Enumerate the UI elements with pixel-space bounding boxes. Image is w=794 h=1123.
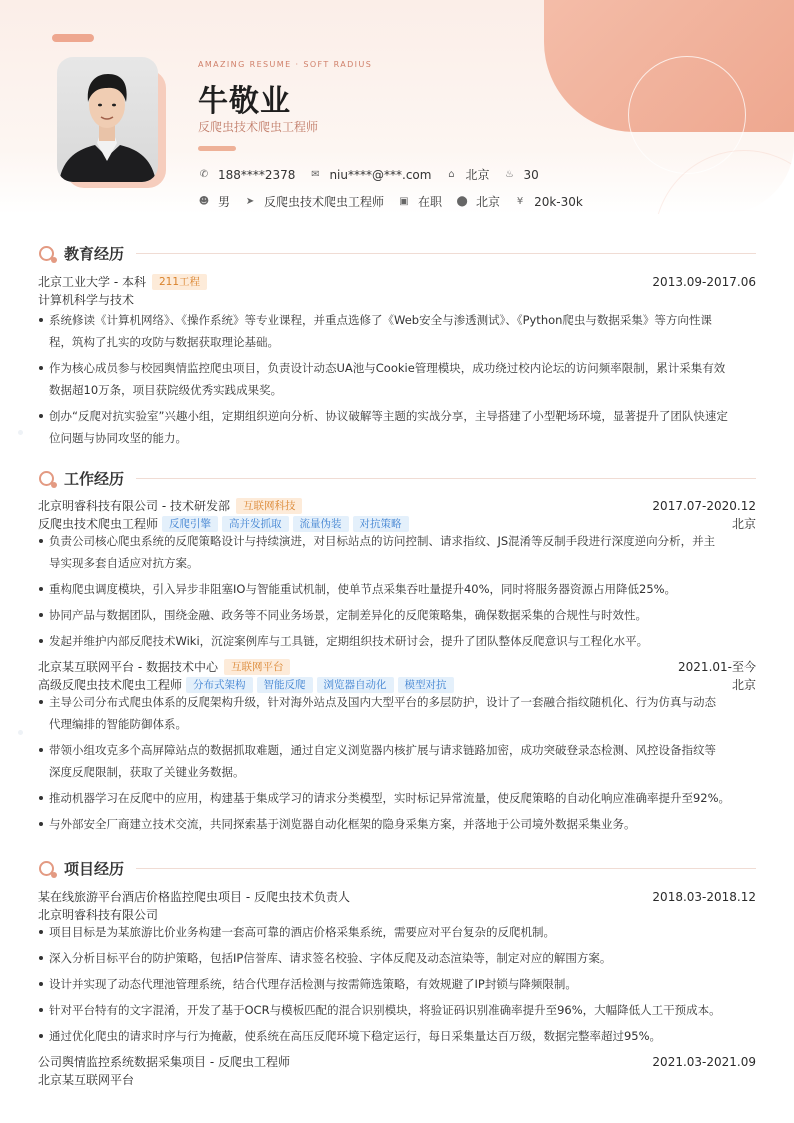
section-education xyxy=(38,243,756,264)
skill-tag: 分布式架构 xyxy=(186,677,253,693)
info-item xyxy=(514,195,583,209)
skill-tag: 反爬引擎 xyxy=(162,516,218,532)
project-header xyxy=(38,1053,756,1070)
bullet-item xyxy=(38,405,756,449)
salary-icon: ¥ xyxy=(516,196,524,207)
info-item xyxy=(244,193,384,210)
section-projects xyxy=(38,858,756,879)
bullet-item xyxy=(38,813,756,835)
bullet-line: 负责公司核心爬虫系统的反爬策略设计与持续演进，对目标站点的访问控制、请求指纹、JS混淆等反制手段进行深度逆向分析，并主 xyxy=(49,534,716,548)
decorative-dash xyxy=(52,34,94,42)
section-title: 教育经历 xyxy=(64,245,125,263)
accent-bar xyxy=(198,146,236,151)
bullet-item xyxy=(38,947,756,969)
info-text: niu****@***.com xyxy=(329,167,432,182)
bullet-line: 代理编排的智能防御体系。 xyxy=(49,717,187,731)
bullet-line: 项目目标是为某旅游比价业务构建一套高可靠的酒店价格采集系统，需要应对平台复杂的反爬机制。 xyxy=(49,925,555,939)
bullet-line: 导实现多套自适应对抗方案。 xyxy=(49,556,199,570)
section-divider xyxy=(136,478,756,479)
info-item xyxy=(503,168,538,182)
bullet-line: 作为核心成员参与校园舆情监控爬虫项目，负责设计动态UA池与Cookie管理模块，成功绕过校内论坛的访问频率限制，累计采集有效 xyxy=(49,361,726,375)
search-icon xyxy=(38,244,58,264)
project-date: 2021.03-2021.09 xyxy=(652,1054,756,1069)
info-text: 20k-30k xyxy=(534,194,583,209)
bullet-line: 主导公司分布式爬虫体系的反爬架构升级，针对海外站点及国内大型平台的多层防护，设计了一套融合指纹随机化、行为仿真与动态 xyxy=(49,695,716,709)
info-item xyxy=(309,168,431,182)
bullet-item xyxy=(38,357,756,401)
bullet-line: 带领小组攻克多个高屏障站点的数据抓取难题，通过自定义浏览器内核扩展与请求链路加密，成功突破登录态检测、风控设备指纹等 xyxy=(49,743,716,757)
work-city: 北京 xyxy=(731,517,756,531)
bullet-item xyxy=(38,999,756,1021)
info-text: 北京 xyxy=(476,195,501,209)
bullet-item xyxy=(38,921,756,943)
info-item xyxy=(398,193,442,210)
bullet-line: 与外部安全厂商建立技术交流，共同探索基于浏览器自动化框架的隐身采集方案，并落地于公司境外数据采集业务。 xyxy=(49,817,636,831)
education-header xyxy=(38,273,756,290)
bullet-line: 程，筑构了扎实的攻防与数据获取理论基础。 xyxy=(49,335,279,349)
bullet-line: 推动机器学习在反爬中的应用，构建基于集成学习的请求分类模型，实时标记异常流量，使反爬策略的自动化响应准确率提升至92%。 xyxy=(49,791,731,805)
phone-icon: ✆ xyxy=(199,169,209,180)
skill-tag: 浏览器自动化 xyxy=(317,677,394,693)
bullet-line: 设计并实现了动态代理池管理系统，结合代理存活检测与按需筛选策略，有效规避了IP封锁与降频限制。 xyxy=(49,977,577,991)
work-city: 北京 xyxy=(731,678,756,692)
education-major-row xyxy=(38,291,756,308)
bullet-item xyxy=(38,1025,756,1047)
project-date: 2018.03-2018.12 xyxy=(652,889,756,904)
bullet-item xyxy=(38,739,756,783)
bullet-item xyxy=(38,530,756,574)
cake-icon: ♨ xyxy=(504,169,514,180)
section-divider xyxy=(136,253,756,254)
info-item xyxy=(456,193,500,210)
project-name: 某在线旅游平台酒店价格监控爬虫项目 - 反爬虫技术负责人 xyxy=(38,890,350,904)
work-date: 2021.01-至今 xyxy=(678,660,756,674)
info-text: 男 xyxy=(218,195,231,209)
skill-tag: 智能反爬 xyxy=(257,677,313,693)
bullet-line: 发起并维护内部反爬技术Wiki，沉淀案例库与工具链，定期组织技术研讨会，提升了团队整体反爬意识与工程化水平。 xyxy=(49,634,649,648)
work-header xyxy=(38,497,756,514)
briefcase-icon: ▣ xyxy=(399,196,409,207)
company-name: 北京明睿科技有限公司 - 技术研发部 xyxy=(38,499,230,513)
industry-tag: 互联网平台 xyxy=(224,659,291,675)
skill-tag: 流量伪装 xyxy=(293,516,349,532)
search-icon xyxy=(38,859,58,879)
home-icon: ⌂ xyxy=(448,169,455,180)
info-text: 30 xyxy=(523,167,539,182)
work-header xyxy=(38,658,756,675)
info-text: 北京 xyxy=(465,168,490,182)
school-tag: 211工程 xyxy=(152,274,207,290)
bullet-item xyxy=(38,973,756,995)
gender-icon: ☻ xyxy=(198,196,210,207)
info-item xyxy=(198,168,295,182)
send-icon: ➤ xyxy=(245,196,255,207)
profile-row xyxy=(198,193,597,210)
info-text: 反爬虫技术爬虫工程师 xyxy=(264,195,385,209)
section-work xyxy=(38,468,756,489)
work-date: 2017.07-2020.12 xyxy=(652,498,756,513)
mail-icon: ✉ xyxy=(311,169,320,180)
bullet-line: 位问题与协同攻坚的能力。 xyxy=(49,431,187,445)
info-item xyxy=(445,166,489,183)
contact-row xyxy=(198,166,553,183)
info-item xyxy=(198,193,230,210)
project-org-row xyxy=(38,1071,756,1088)
profile-photo xyxy=(57,57,158,182)
info-text: 188****2378 xyxy=(218,167,296,182)
section-title: 项目经历 xyxy=(64,860,125,878)
skill-tag: 模型对抗 xyxy=(398,677,454,693)
bullet-line: 深度反爬限制，获取了关键业务数据。 xyxy=(49,765,245,779)
bullet-line: 针对平台特有的文字混淆，开发了基于OCR与模板匹配的混合识别模块，将验证码识别准确率提升至96%，大幅降低人工干预成本。 xyxy=(49,1003,721,1017)
decorative-dot xyxy=(18,730,23,735)
person-portrait-icon xyxy=(57,57,158,182)
education-date: 2013.09-2017.06 xyxy=(652,274,756,289)
major: 计算机科学与技术 xyxy=(38,293,135,307)
project-org: 北京明睿科技有限公司 xyxy=(38,908,159,922)
bullet-line: 创办“反爬对抗实验室”兴趣小组，定期组织逆向分析、协议破解等主题的实战分享，主导搭建了小型靶场环境，显著提升了团队快速定 xyxy=(49,409,728,423)
candidate-name: 牛敬业 xyxy=(198,84,291,119)
project-header xyxy=(38,888,756,905)
project-name: 公司舆情监控系统数据采集项目 - 反爬虫工程师 xyxy=(38,1055,290,1069)
bullet-item xyxy=(38,630,756,652)
bullet-line: 系统修读《计算机网络》、《操作系统》等专业课程，并重点选修了《Web安全与渗透测试》、《Python爬虫与数据采集》等方向性课 xyxy=(49,313,712,327)
header-kicker: AMAZING RESUME · SOFT RADIUS xyxy=(198,60,373,69)
bullet-line: 通过优化爬虫的请求时序与行为掩蔽，使系统在高压反爬环境下稳定运行，每日采集量达百万级，数据完整率超过95%。 xyxy=(49,1029,662,1043)
skill-tag: 对抗策略 xyxy=(353,516,409,532)
bullet-item xyxy=(38,691,756,735)
bullet-line: 协同产品与数据团队，围绕金融、政务等不同业务场景，定制差异化的反爬策略集，确保数据采集的合规性与时效性。 xyxy=(49,608,647,622)
job-title: 高级反爬虫技术爬虫工程师 xyxy=(38,678,183,692)
bullet-line: 重构爬虫调度模块，引入异步非阻塞IO与智能重试机制，使单节点采集吞吐量提升40%，同时将服务器资源占用降低25%。 xyxy=(49,582,677,596)
bullet-line: 数据超10万条，项目获院级优秀实践成果奖。 xyxy=(49,383,283,397)
job-title: 反爬虫技术爬虫工程师 xyxy=(38,517,159,531)
section-title: 工作经历 xyxy=(64,470,125,488)
school-name: 北京工业大学 - 本科 xyxy=(38,275,146,289)
info-text: 在职 xyxy=(418,195,443,209)
bullet-item xyxy=(38,604,756,626)
bullet-item xyxy=(38,578,756,600)
project-org: 北京某互联网平台 xyxy=(38,1073,135,1087)
candidate-role: 反爬虫技术爬虫工程师 xyxy=(198,120,319,134)
industry-tag: 互联网科技 xyxy=(236,498,303,514)
bullet-line: 深入分析目标平台的防护策略，包括IP信誉库、请求签名校验、字体反爬及动态渲染等，制定对应的解围方案。 xyxy=(49,951,612,965)
location-icon: ⬤ xyxy=(456,196,468,207)
skill-tag: 高并发抓取 xyxy=(222,516,289,532)
bullet-item xyxy=(38,787,756,809)
bullet-item xyxy=(38,309,756,353)
company-name: 北京某互联网平台 - 数据技术中心 xyxy=(38,660,218,674)
search-icon xyxy=(38,469,58,489)
section-divider xyxy=(136,868,756,869)
decorative-dot xyxy=(18,430,23,435)
